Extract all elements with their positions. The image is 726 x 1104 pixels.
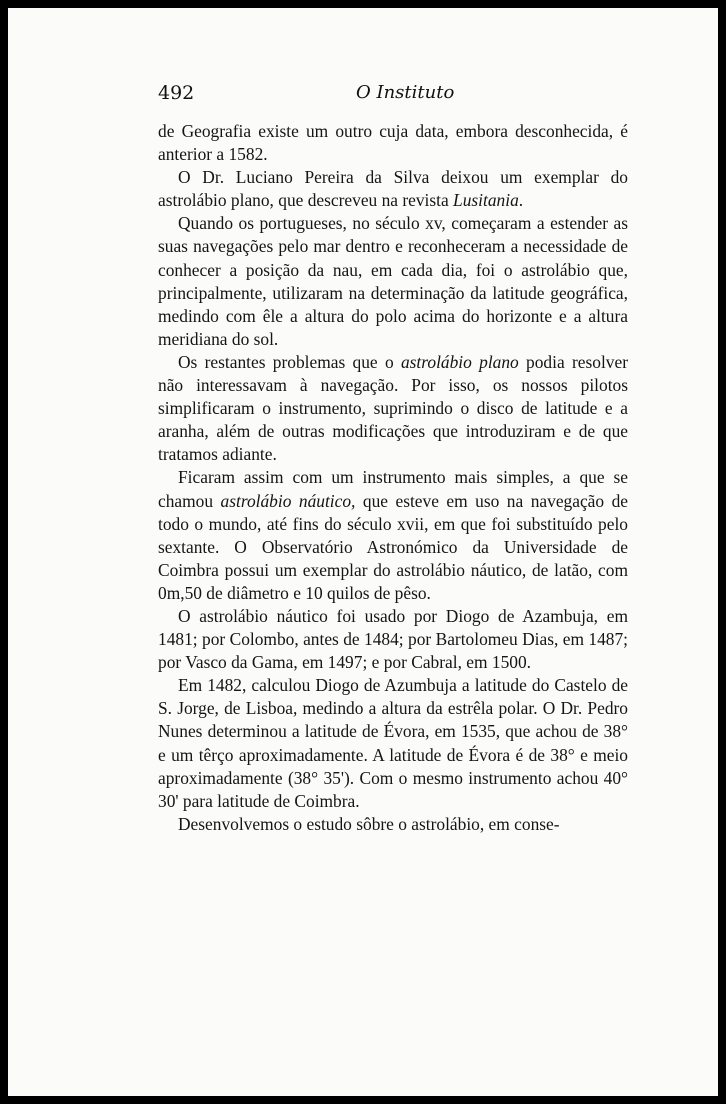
paragraph-3: [158, 212, 628, 351]
paragraph-4-tail: podia resolver não interessavam à navegação. Por isso, os nossos pilotos simplificaram o instrumento, suprimindo o disco de latitude e a aranha, além de outras modificações que introduziram e de que tratamos adiante.: [158, 351, 628, 465]
paragraph-7: [158, 674, 628, 813]
paragraph-5-text: Ficaram assim com um instrumento mais simples, a que se chamou: [158, 467, 628, 511]
paragraph-5-tail: que esteve em uso na navegação de todo o mundo, até fins do século xvii, em que foi substituído pelo sextante. O Observatório Astronómico da Universidade de Coimbra possui um exemplar do astrolábio náutico, de latão, com 0m,50 de diâmetro e 10 quilos de pêso.: [158, 490, 628, 603]
book-page: [8, 8, 718, 1096]
paragraph-2: [158, 166, 628, 212]
paragraph-6: [158, 605, 628, 674]
paragraph-8-text: Desenvolvemos o estudo sôbre o astrolábio, em conse-: [178, 813, 560, 834]
paragraph-5: [158, 466, 628, 605]
nautical-astrolabe-term: astrolábio náutico,: [220, 490, 356, 511]
journal-title: Lusitania: [453, 190, 519, 211]
paragraph-2-tail: .: [518, 190, 524, 211]
paragraph-8: [158, 813, 628, 836]
running-title: O Instituto: [356, 82, 455, 103]
paragraph-1: [158, 120, 628, 166]
paragraph-2-text: O Dr. Luciano Pereira da Silva deixou um exemplar do astrolábio plano, que descreveu na revista: [158, 167, 628, 211]
page-header: [158, 80, 578, 110]
paragraph-1-text: de Geografia existe um outro cuja data, embora desconhecida, é anterior a 1582.: [158, 121, 628, 165]
paragraph-4: [158, 351, 628, 466]
page-number: 492: [158, 82, 195, 104]
paragraph-7-text: Em 1482, calculou Diogo de Azumbuja a latitude do Castelo de S. Jorge, de Lisboa, medindo a altura da estrêla polar. O Dr. Pedro Nunes determinou a latitude de Évora, em 1535, que achou de 38° e um têrço aproximadamente. A latitude de Évora é de 38° e meio aproximadamente (38° 35'). Com o mesmo instrumento achou 40° 30' para latitude de Coimbra.: [158, 675, 628, 811]
plane-astrolabe-term: astrolábio plano: [400, 351, 519, 372]
paragraph-6-text: O astrolábio náutico foi usado por Diogo de Azambuja, em 1481; por Colombo, antes de 1484; por Bartolomeu Dias, em 1487; por Vasco da Gama, em 1497; e por Cabral, em 1500.: [158, 605, 628, 673]
paragraph-4-text: Os restantes problemas que o: [178, 351, 401, 372]
body-text: [158, 120, 628, 836]
paragraph-3-text: Quando os portugueses, no século xv, começaram a estender as suas navegações pelo mar dentro e reconheceram a necessidade de conhecer a posição da nau, em cada dia, foi o astrolábio que, principalmente, utilizaram na determinação da latitude geográfica, medindo com êle a altura do polo acima do horizonte e a altura meridiana do sol.: [158, 213, 628, 349]
